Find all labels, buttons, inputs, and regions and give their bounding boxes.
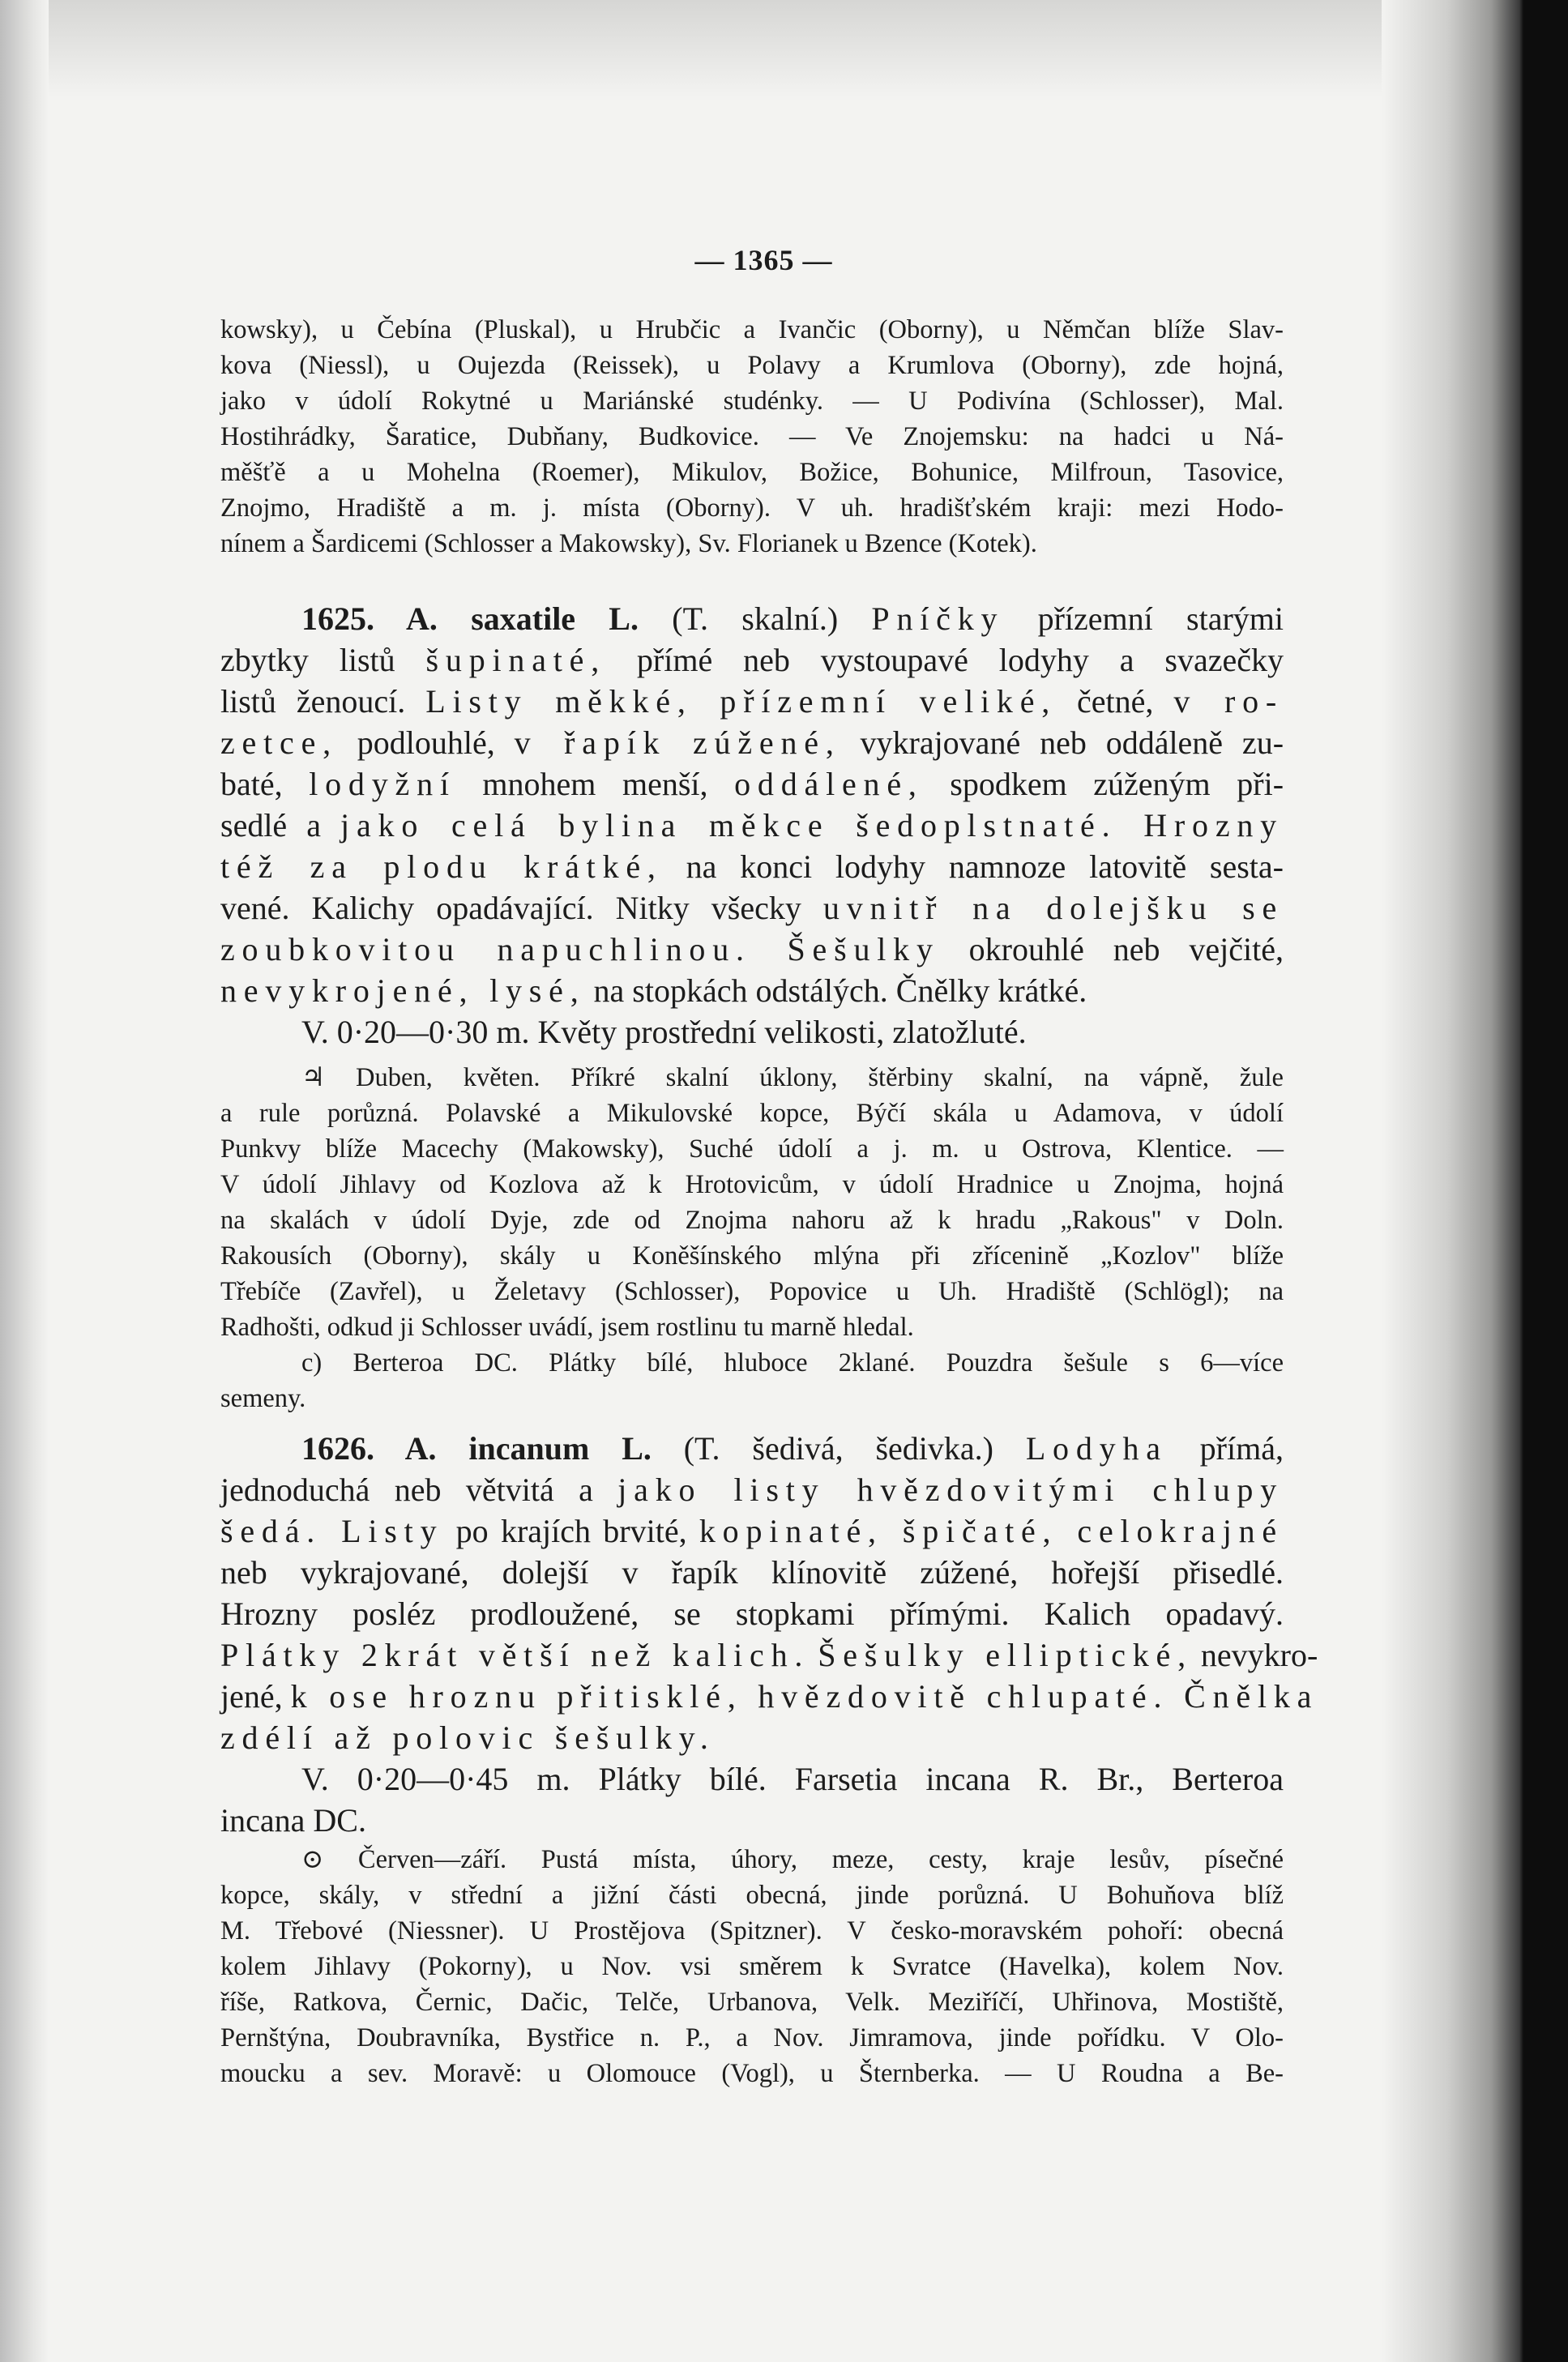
spaced-emphasis: Lodyha xyxy=(1025,1430,1168,1467)
text-line xyxy=(220,1593,1284,1634)
spaced-emphasis: zdélí až polovic šešulky. xyxy=(220,1719,716,1756)
text-line: V. 0·20—0·45 m. Plátky bílé. Farsetia incana R. Br., Berteroa xyxy=(301,1761,1284,1797)
text-run: listů ženoucí. xyxy=(220,683,426,720)
text-line xyxy=(220,681,1284,722)
text-run: neb vykrajované, dolejší v řapík klínovitě zúžené, hořejší přisedlé. xyxy=(220,1554,1284,1591)
intro-paragraph xyxy=(220,312,1284,562)
text-line xyxy=(220,598,1284,639)
text-run: okrouhlé neb vejčité, xyxy=(939,931,1284,967)
text-line: M. Třebové (Niessner). U Prostějova (Spitzner). V česko-moravském pohoří: obecná xyxy=(220,1916,1284,1946)
text-line: měšťě a u Mohelna (Roemer), Mikulov, Božice, Bohunice, Milfroun, Tasovice, xyxy=(220,458,1284,487)
text-run xyxy=(810,1637,818,1673)
species-heading: 1626. A. incanum L. xyxy=(301,1430,652,1467)
text-run: spodkem zúženým při- xyxy=(923,766,1284,802)
text-line xyxy=(220,929,1284,970)
text-line: kova (Niessl), u Oujezda (Reissek), u Polavy a Krumlova (Oborny), zde hojná, xyxy=(220,351,1284,380)
text-line xyxy=(220,1717,1284,1758)
text-line: kolem Jihlavy (Pokorny), u Nov. vsi směrem k Svratce (Havelka), kolem Nov. xyxy=(220,1952,1284,1981)
text-line xyxy=(220,1469,1284,1510)
text-line: říše, Ratkova, Černic, Dačic, Telče, Urbanova, Velk. Meziříčí, Uhřinova, Mostiště, xyxy=(220,1988,1284,2017)
spaced-emphasis: šupinaté, xyxy=(425,642,607,678)
text-line: semeny. xyxy=(220,1384,306,1413)
text-run: sedlé a xyxy=(220,807,341,844)
text-line xyxy=(220,722,1284,763)
text-run: nevykro- xyxy=(1192,1637,1318,1673)
page-number xyxy=(0,243,1568,277)
species-1625-description xyxy=(220,598,1284,1053)
text-line: nínem a Šardicemi (Schlosser a Makowsky), Sv. Florianek u Bzence (Kotek). xyxy=(220,529,1037,558)
text-line: c) Berteroa DC. Plátky bílé, hluboce 2klané. Pouzdra šešule s 6—více xyxy=(301,1348,1284,1377)
spaced-emphasis: jako listy hvězdovitými chlupy xyxy=(617,1471,1284,1508)
text-line xyxy=(220,846,1284,887)
spaced-emphasis: v ro- xyxy=(1173,683,1284,720)
page-number-text: — 1365 — xyxy=(694,244,833,276)
spaced-emphasis: šedá. Listy xyxy=(220,1513,444,1549)
text-line xyxy=(220,970,1284,1011)
text-run: přízemní starými xyxy=(1004,600,1284,637)
text-line xyxy=(220,763,1284,805)
text-line: moucku a sev. Moravě: u Olomouce (Vogl), u Šternberka. — U Roudna a Be- xyxy=(220,2059,1284,2088)
spaced-emphasis: nevykrojené, lysé, xyxy=(220,972,586,1009)
spaced-emphasis: k ose hroznu přitisklé, hvězdovitě chlupaté. Čnělka xyxy=(290,1678,1319,1715)
text-run: přímá, xyxy=(1167,1430,1284,1467)
text-run: jednoduchá neb větvitá a xyxy=(220,1471,618,1508)
text-line xyxy=(220,1428,1284,1469)
scan-shadow-left xyxy=(0,0,49,2362)
text-run: vené. Kalichy opadávající. Nitky všecky xyxy=(220,890,823,926)
scan-shadow-top xyxy=(0,0,1568,97)
text-line: Třebíče (Zavřel), u Želetavy (Schlosser), Popovice u Uh. Hradiště (Schlögl); na xyxy=(220,1277,1284,1306)
scan-shadow-right xyxy=(1382,0,1568,2362)
spaced-emphasis: kopinaté, špičaté, celokrajné xyxy=(699,1513,1284,1549)
text-line xyxy=(220,639,1284,681)
text-run: (T. skalní.) xyxy=(639,600,872,637)
text-run: vykrajované neb oddáleně zu- xyxy=(840,724,1284,761)
text-line xyxy=(220,805,1284,846)
text-line: Pernštýna, Doubravníka, Bystřice n. P., a Nov. Jimramova, jinde pořídku. V Olo- xyxy=(220,2023,1284,2052)
spaced-emphasis: jako celá bylina měkce šedoplstnaté. Hrozny xyxy=(340,807,1284,844)
text-run: podlouhlé, xyxy=(337,724,515,761)
text-run: baté, xyxy=(220,766,310,802)
spaced-emphasis: zoubkovitou napuchlinou. Šešulky xyxy=(220,931,940,967)
spaced-emphasis: též za plodu krátké, xyxy=(220,848,663,885)
text-line xyxy=(220,1634,1318,1676)
text-run: jené, xyxy=(220,1678,291,1715)
text-line xyxy=(220,1510,1284,1552)
text-run: (T. šedivá, šedivka.) xyxy=(651,1430,1026,1467)
spaced-emphasis: uvnitř na dolejšku se xyxy=(822,890,1284,926)
text-line: jako v údolí Rokytné u Mariánské studénky. — U Podivína (Schlosser), Mal. xyxy=(220,387,1284,416)
text-line: Hostihrádky, Šaratice, Dubňany, Budkovice. — Ve Znojemsku: na hadci u Ná- xyxy=(220,422,1284,451)
text-run: přímé neb vystoupavé lodyhy a svazečky xyxy=(606,642,1284,678)
text-line: a rule porůzná. Polavské a Mikulovské kopce, Býčí skála u Adamova, v údolí xyxy=(220,1099,1284,1128)
text-line: Znojmo, Hradiště a m. j. místa (Oborny). V uh. hradišťském kraji: mezi Hodo- xyxy=(220,493,1284,523)
text-line: kopce, skály, v střední a jižní části obecná, jinde porůzná. U Bohuňova blíž xyxy=(220,1881,1284,1910)
species-1625-notes xyxy=(220,1060,1284,1345)
spaced-emphasis: Plátky 2krát větší než kalich. xyxy=(220,1637,810,1673)
text-run: četné, xyxy=(1057,683,1174,720)
text-line: na skalách v údolí Dyje, zde od Znojma nahoru až k hradu „Rakous" v Doln. xyxy=(220,1206,1284,1235)
genus-berteroa-key xyxy=(220,1345,1284,1416)
text-line: ♃ Duben, květen. Příkré skalní úklony, štěrbiny skalní, na vápně, žule xyxy=(301,1063,1284,1092)
text-line: ⊙ Červen—září. Pustá místa, úhory, meze, cesty, kraje lesův, písečné xyxy=(301,1845,1284,1874)
text-line: Punkvy blíže Macechy (Makowsky), Suché údolí a j. m. u Ostrova, Klentice. — xyxy=(220,1134,1284,1164)
spaced-emphasis: Šešulky elliptické, xyxy=(818,1637,1193,1673)
spaced-emphasis: zetce, xyxy=(220,724,338,761)
spaced-emphasis: Pníčky xyxy=(871,600,1005,637)
text-run: mnohem menší, xyxy=(455,766,735,802)
text-line: Radhošti, odkud ji Schlosser uvádí, jsem rostlinu tu marně hledal. xyxy=(220,1313,914,1342)
species-1626-notes xyxy=(220,1842,1284,2091)
text-run: na konci lodyhy namnoze latovitě sesta- xyxy=(662,848,1284,885)
text-line: incana DC. xyxy=(220,1802,366,1839)
text-line xyxy=(220,887,1284,929)
text-run: Hrozny posléz prodloužené, se stopkami přímými. Kalich opadavý. xyxy=(220,1595,1284,1632)
text-line: kowsky), u Čebína (Pluskal), u Hrubčic a Ivančic (Oborny), u Němčan blíže Slav- xyxy=(220,315,1284,344)
spaced-emphasis: Listy měkké, přízemní veliké, xyxy=(425,683,1057,720)
species-1626-size xyxy=(220,1758,1284,1841)
species-1625-lines xyxy=(220,598,1284,1011)
spaced-emphasis: v řapík zúžené, xyxy=(514,724,841,761)
species-heading: 1625. A. saxatile L. xyxy=(301,600,639,637)
text-line: V údolí Jihlavy od Kozlova až k Hrotovicům, v údolí Hradnice u Znojma, hojná xyxy=(220,1170,1284,1199)
text-run: po krajích brvité, xyxy=(443,1513,699,1549)
text-line: Rakousích (Oborny), skály u Koněšínského mlýna při zřícenině „Kozlov" blíže xyxy=(220,1241,1284,1271)
spaced-emphasis: oddálené, xyxy=(734,766,924,802)
text-line xyxy=(220,1552,1284,1593)
spaced-emphasis: lodyžní xyxy=(309,766,456,802)
species-1625-size: V. 0·20—0·30 m. Květy prostřední velikosti, zlatožluté. xyxy=(301,1014,1027,1050)
text-run: zbytky listů xyxy=(220,642,426,678)
text-line xyxy=(220,1676,1319,1717)
species-1626-lines xyxy=(220,1428,1319,1758)
text-run: na stopkách odstálých. Čnělky krátké. xyxy=(585,972,1087,1009)
species-1626-description xyxy=(220,1428,1319,1841)
